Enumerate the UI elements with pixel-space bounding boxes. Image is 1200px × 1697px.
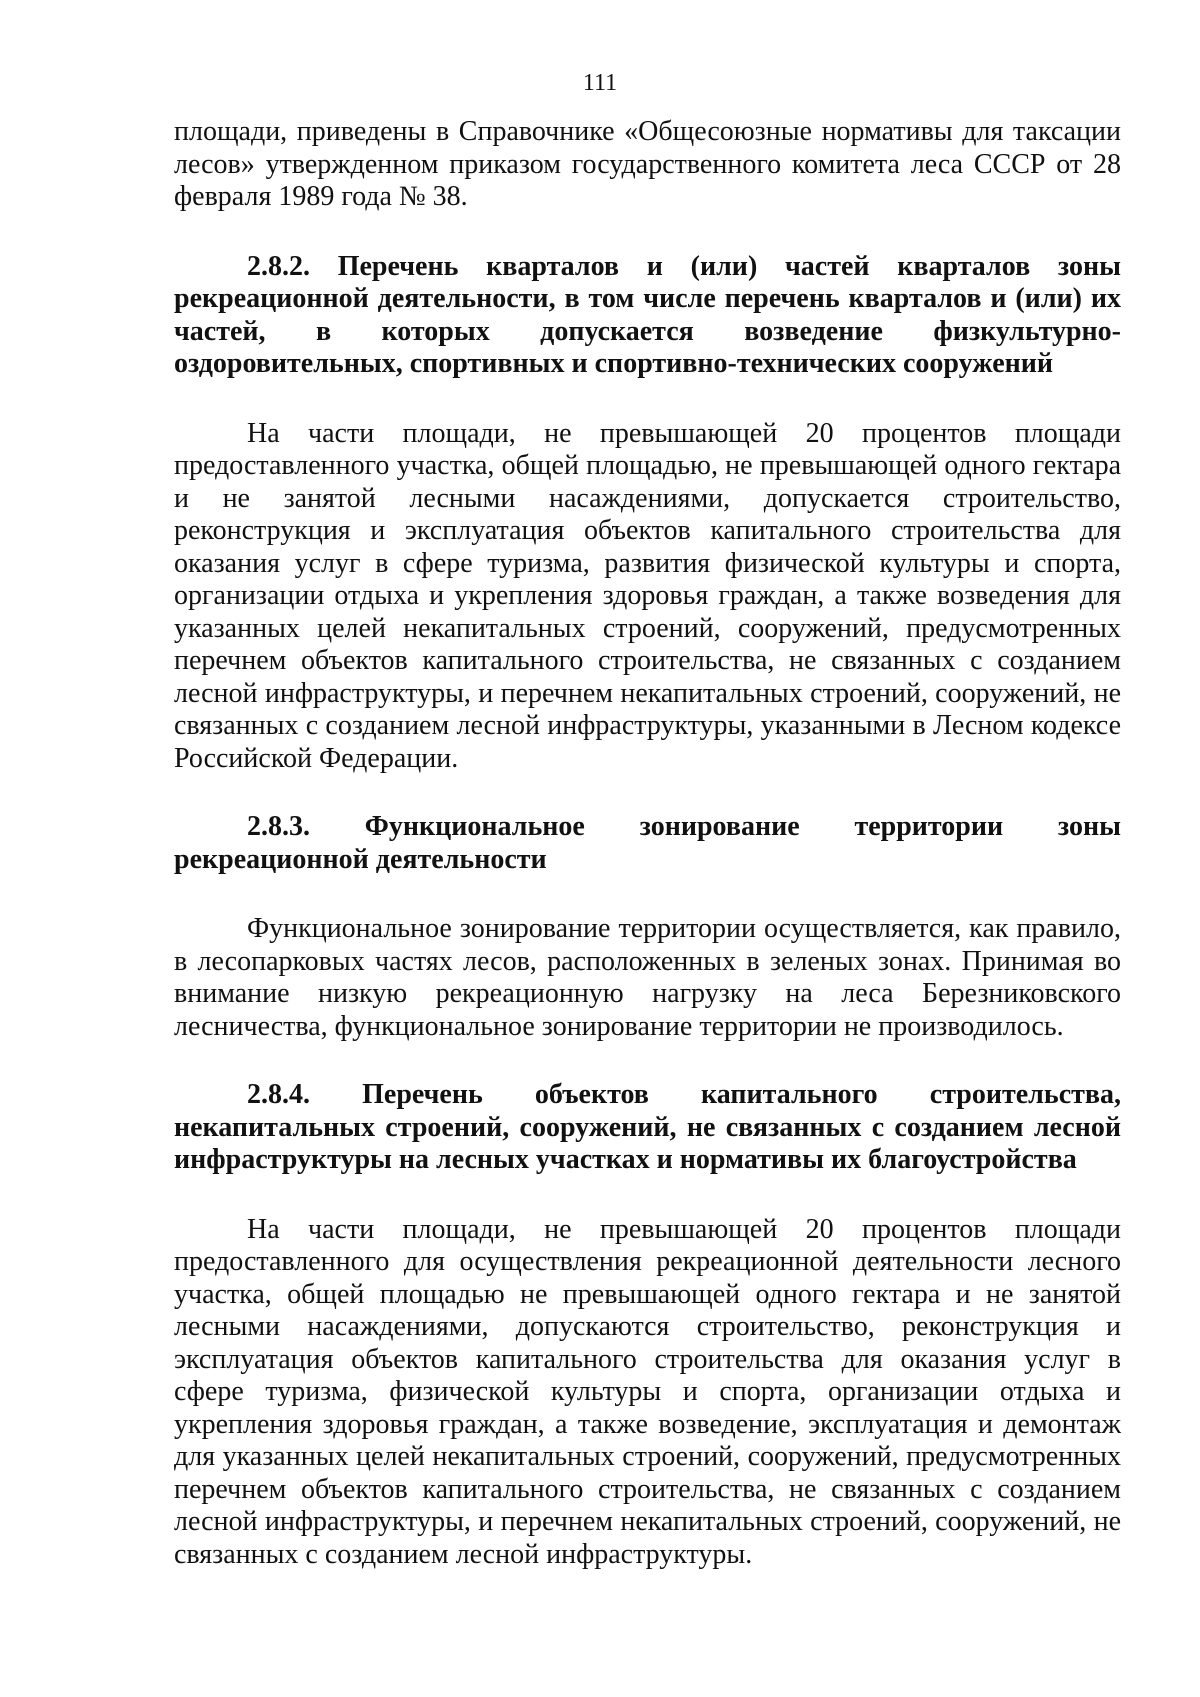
section-body-2-8-2: На части площади, не превышающей 20 процентов площади предоставленного участка, общей площадью, не превышающей одного гектара и не занятой лесными насаждениями, допускается строительство, реконструкция и эксплуатация объектов капитального строительства для оказания услуг в сфере туризма, развития физической культуры и спорта, организации отдыха и укрепления здоровья граждан, а также возведения для указанных целей некапитальных строений, сооружений, предусмотренных перечнем объектов капитального строительства, не связанных с созданием лесной инфраструктуры, и перечнем некапитальных строений, сооружений, не связанных с созданием лесной инфраструктуры, указанными в Лесном кодексе Российской Федерации. <box>174 417 1121 774</box>
intro-paragraph: площади, приведены в Справочнике «Общесоюзные нормативы для таксации лесов» утвержденном приказом государственного комитета леса СССР от 28 февраля 1989 года № 38. <box>174 116 1121 212</box>
section-heading-2-8-4: 2.8.4. Перечень объектов капитального строительства, некапитальных строений, сооружений, не связанных с созданием лесной инфраструктуры на лесных участках и нормативы их благоустройства <box>174 1079 1121 1175</box>
section-heading-2-8-3: 2.8.3. Функциональное зонирование территории зоны рекреационной деятельности <box>174 811 1121 875</box>
document-body <box>174 116 1121 1571</box>
page-number: 111 <box>582 70 618 96</box>
section-heading-2-8-2: 2.8.2. Перечень кварталов и (или) частей кварталов зоны рекреационной деятельности, в том числе перечень кварталов и (или) их частей, в которых допускается возведение физкультурно-оздоровительных, спортивных и спортивно-технических сооружений <box>174 250 1121 379</box>
section-body-2-8-3: Функциональное зонирование территории осуществляется, как правило, в лесопарковых частях лесов, расположенных в зеленых зонах. Принимая во внимание низкую рекреационную нагрузку на леса Березниковского лесничества, функциональное зонирование территории не производилось. <box>174 913 1121 1042</box>
section-body-2-8-4: На части площади, не превышающей 20 процентов площади предоставленного для осуществления рекреационной деятельности лесного участка, общей площадью не превышающей одного гектара и не занятой лесными насаждениями, допускаются строительство, реконструкция и эксплуатация объектов капитального строительства для оказания услуг в сфере туризма, физической культуры и спорта, организации отдыха и укрепления здоровья граждан, а также возведение, эксплуатация и демонтаж для указанных целей некапитальных строений, сооружений, предусмотренных перечнем объектов капитального строительства, не связанных с созданием лесной инфраструктуры, и перечнем некапитальных строений, сооружений, не связанных с созданием лесной инфраструктуры. <box>174 1213 1121 1570</box>
